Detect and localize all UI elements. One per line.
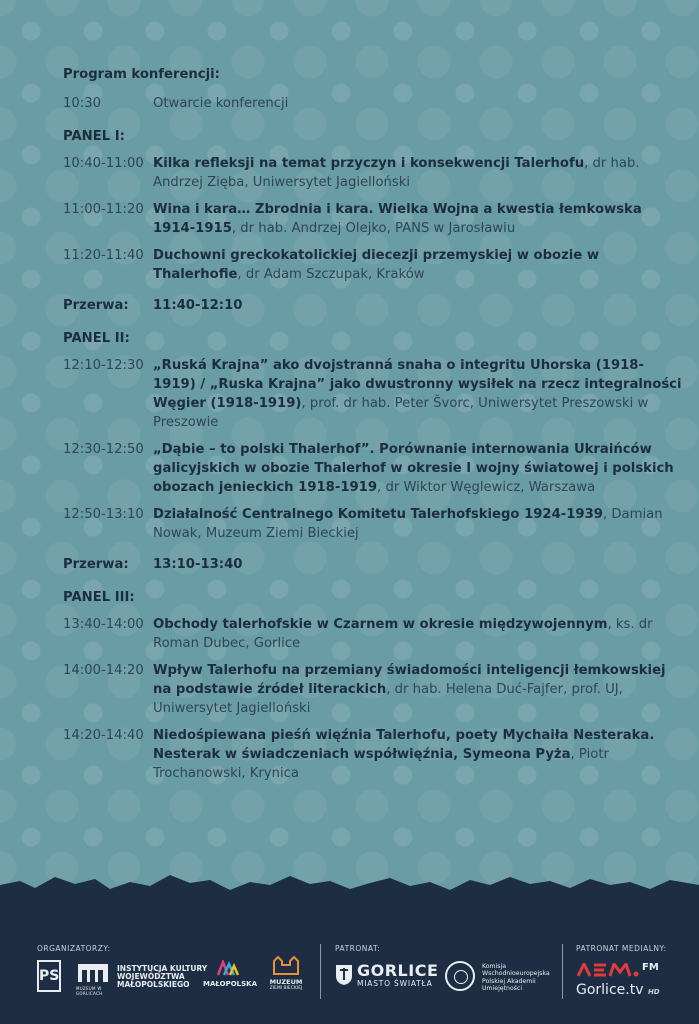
ik-line-3: MAŁOPOLSKIEGO [117, 980, 190, 989]
hd-badge: HD [647, 988, 660, 996]
talk-title: Kilka refleksji na temat przyczyn i konsekwencji Talerhofu [153, 156, 585, 171]
program-item [63, 356, 683, 432]
talk-author: Damian Nowak, Muzeum Ziemi Bieckiej [153, 507, 663, 541]
break-2 [63, 555, 683, 574]
muzeum-bieckie-line-1: MUZEUM [269, 978, 303, 986]
title-separator: , [570, 747, 575, 762]
radio-wordmark-icon [576, 963, 640, 977]
talk-title: „Dąbie – to polski Thalerhof”. Porównanie internowania Ukraińców galicyjskich w obozie Thalerhof w okresie I wojny światowej i polskich obozach jenieckich 1918-1919 [153, 442, 674, 495]
break-1 [63, 296, 683, 315]
talk-title: „Ruská Krajna” ako dvojstranná snaha o integritu Uhorska (1918-1919) / „Ruska Krajna” jako dwustronny wysiłek na rzecz integralności Węgier (1918-1919) [153, 358, 682, 411]
komisja-logo [482, 963, 550, 992]
malopolska-logo [203, 960, 258, 988]
item-body [153, 200, 683, 238]
komisja-line-2: Wschodnioeuropejska [482, 970, 550, 978]
item-body [153, 505, 683, 543]
item-time: 13:40-14:00 [63, 617, 144, 632]
item-body [153, 440, 683, 497]
title-separator: , [607, 617, 612, 632]
item-body [153, 356, 683, 432]
title-separator: , [584, 156, 589, 171]
item-body [153, 246, 683, 284]
item-body [153, 726, 683, 783]
program-heading: Program konferencji: [63, 67, 220, 82]
talk-title: Duchowni greckokatolickiej diecezji przemyskiej w obozie w Thalerhofie [153, 248, 600, 282]
media-label: PATRONAT MEDIALNY: [576, 944, 667, 953]
muzeum-ziemi-bieckiej-logo [266, 955, 306, 992]
talk-title: Wina i kara… Zbrodnia i kara. Wielka Wojna a kwestia łemkowska 1914-1915 [153, 202, 642, 236]
instytucja-kultury-logo [117, 965, 207, 989]
program-item [63, 615, 683, 653]
komisja-line-4: Umiejętności [482, 984, 523, 992]
item-body [153, 661, 683, 718]
komisja-line-1: Komisja [482, 963, 507, 970]
talk-author: dr Wiktor Węglewicz, Warszawa [385, 480, 596, 495]
talk-title: Działalność Centralnego Komitetu Talerhofskiego 1924-1939 [153, 507, 603, 522]
museum-building-icon [76, 960, 110, 982]
break-2-time: 13:10-13:40 [153, 557, 243, 572]
item-time: 12:50-13:10 [63, 507, 144, 522]
footer-separator-2 [562, 944, 563, 999]
item-time: 14:00-14:20 [63, 663, 144, 678]
title-separator: , [377, 480, 382, 495]
item-time: 12:30-12:50 [63, 442, 144, 457]
talk-title: Wpływ Talerhofu na przemiany świadomości inteligencji łemkowskiej na podstawie źródeł literackich [153, 663, 666, 697]
opening-row [63, 94, 683, 113]
program-item [63, 726, 683, 783]
muzeum-bieckie-line-2: ZIEMI BIECKIEJ [269, 986, 303, 991]
malopolska-mountains-icon [217, 960, 239, 976]
castle-icon [271, 955, 301, 975]
museum-gorlice-caption: MUZEUM W GORLICACH [76, 986, 103, 996]
panel-1-list [63, 154, 683, 284]
opening-title: Otwarcie konferencji [153, 96, 289, 111]
talk-author: dr hab. Helena Duć-Fajfer, prof. UJ, Uniwersytet Jagielloński [153, 682, 623, 716]
program-item [63, 246, 683, 284]
conference-program [63, 65, 683, 791]
footer-separator-1 [320, 944, 321, 999]
item-body [153, 154, 683, 192]
item-time: 12:10-12:30 [63, 358, 144, 373]
break-1-label: Przerwa: [63, 298, 129, 313]
program-item [63, 440, 683, 497]
item-time: 10:40-11:00 [63, 156, 144, 171]
item-time: 14:20-14:40 [63, 728, 144, 743]
item-time: 11:20-11:40 [63, 248, 144, 263]
talk-author: prof. dr hab. Peter Švorc, Uniwersytet Preszowski w Preszowie [153, 396, 649, 430]
patron-label: PATRONAT: [335, 944, 381, 953]
panel-3-list [63, 615, 683, 783]
talk-author: dr hab. Andrzej Zięba, Uniwersytet Jagielloński [153, 156, 640, 190]
gorlice-logo [357, 962, 438, 988]
title-separator: , [602, 507, 608, 522]
talk-author: Piotr Trochanowski, Krynica [153, 747, 609, 781]
panel-2-label: PANEL II: [63, 331, 130, 346]
program-item [63, 505, 683, 543]
title-separator: , [301, 396, 306, 411]
museum-gorlice-logo [76, 960, 110, 996]
panel-2-list [63, 356, 683, 543]
program-item [63, 200, 683, 238]
panel-3-label: PANEL III: [63, 590, 135, 605]
ik-line-2: WOJEWÓDZTWA [117, 972, 185, 981]
program-item [63, 661, 683, 718]
opening-time: 10:30 [63, 96, 102, 111]
talk-title: Niedośpiewana pieśń więźnia Talerhofu, poety Mychaiła Nesteraka. Nesterak w świadczeniach współwięźnia, Symeona Pyża [153, 728, 655, 762]
title-separator: , [237, 267, 242, 282]
break-1-time: 11:40-12:10 [153, 298, 243, 313]
organizers-label: ORGANIZATORZY: [37, 944, 111, 953]
pau-seal-icon [445, 961, 475, 991]
panel-1-label: PANEL I: [63, 129, 125, 144]
title-separator: , [231, 221, 237, 236]
talk-title: Obchody talerhofskie w Czarnem w okresie międzywojennym [153, 617, 608, 632]
gorlice-subtitle: MIASTO ŚWIATŁA [357, 979, 433, 988]
malopolska-text: MAŁOPOLSKA [203, 980, 258, 988]
talk-author: ks. dr Roman Dubec, Gorlice [153, 617, 653, 651]
gorlice-tv-logo [576, 982, 660, 998]
fm-text: FM [642, 962, 659, 973]
break-2-label: Przerwa: [63, 557, 129, 572]
gorlice-tv-text: Gorlice.tv [576, 982, 644, 998]
talk-author: dr hab. Andrzej Olejko, PANS w Jarosławiu [240, 221, 516, 236]
item-time: 11:00-11:20 [63, 202, 144, 217]
ik-line-1: INSTYTUCJA KULTURY [117, 964, 208, 973]
gorlice-text: GORLICE [357, 961, 439, 980]
item-body [153, 615, 683, 653]
talk-author: dr Adam Szczupak, Kraków [245, 267, 425, 282]
museum-mark-icon: PS [37, 960, 61, 992]
komisja-line-3: Polskiej Akademii [482, 977, 536, 985]
radio-fm-logo [576, 962, 662, 981]
gorlice-crest-icon [335, 964, 353, 986]
program-item [63, 154, 683, 192]
title-separator: , [386, 682, 391, 697]
